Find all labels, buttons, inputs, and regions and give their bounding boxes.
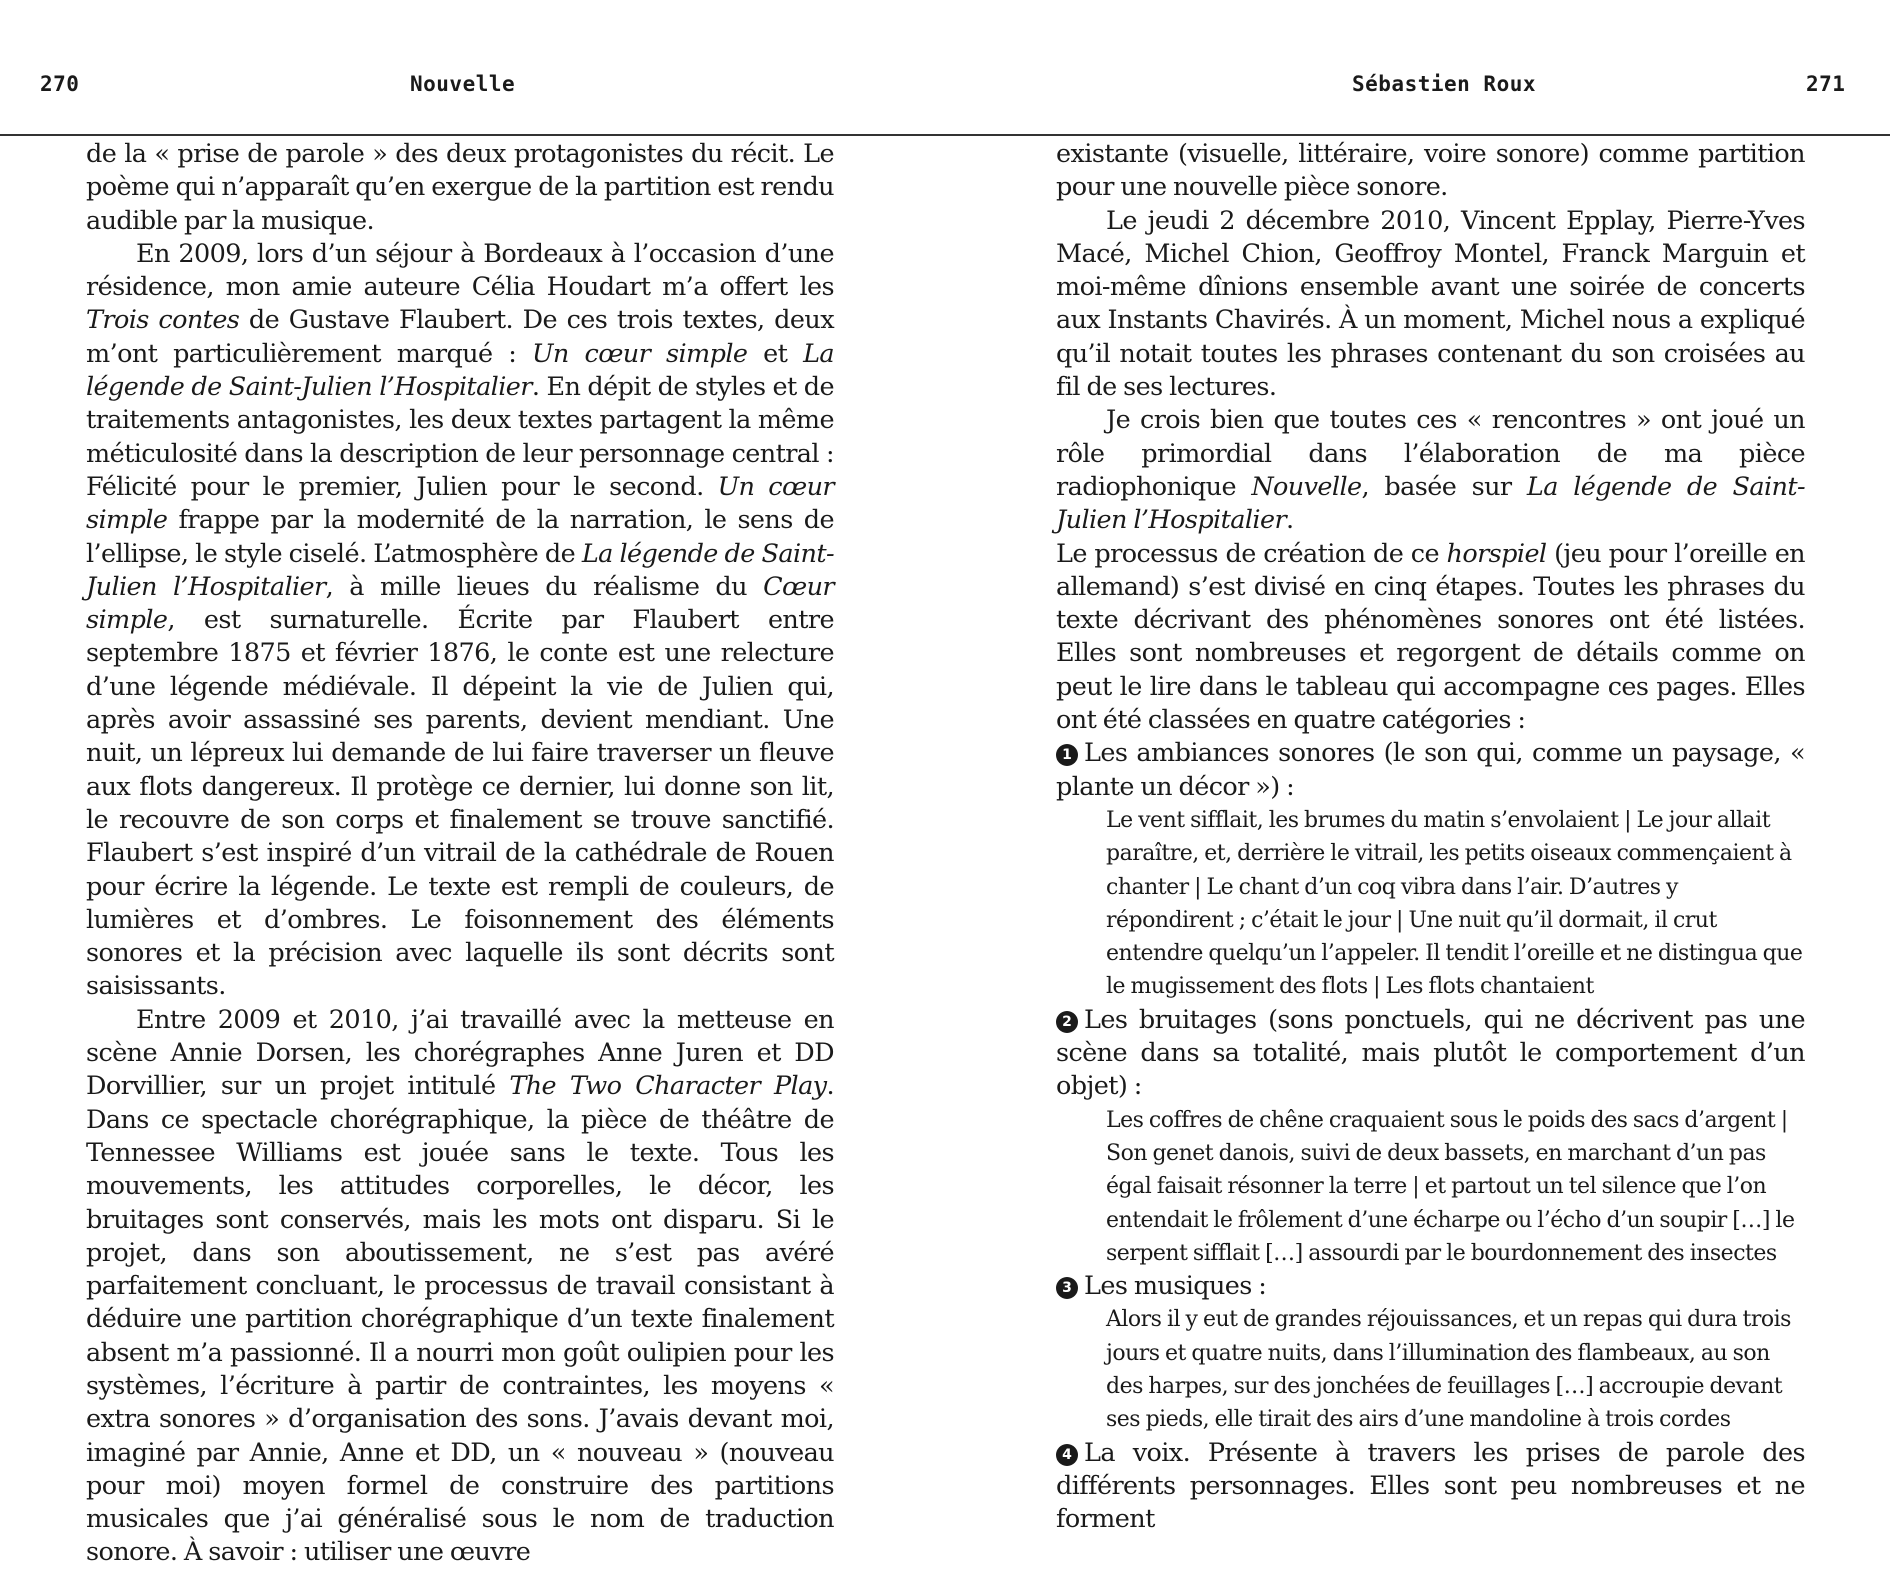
text-run: . Dans ce spectacle chorégraphique, la pièce de théâtre de Tennessee Williams est jouée sans le texte. Tous les mouvements, les attitudes corporelles, le décor, les bruitages sont conservés, mais les mots ont disparu. Si le projet, dans son aboutissement, ne s’est pas avéré parfaitement concluant, le processus de travail consistant à déduire une partition chorégraphique d’un texte finalement absent m’a passionné. Il a nourri mon goût oulipien pour les systèmes, l’écriture à partir de contraintes, les moyens « extra sonores » d’organisation des sons. J’avais devant moi, imaginé par Annie, Anne et DD, un « nouveau » (nouveau pour moi) moyen formel de construire des partitions musicales que j’ai généralisé sous le nom de traduction sonore. À savoir : utiliser une œuvre xyxy=(86,1071,835,1568)
right-page-number: 271 xyxy=(1806,72,1846,96)
paragraph xyxy=(86,138,834,238)
italic-title: Trois contes xyxy=(86,305,240,336)
paragraph xyxy=(1056,538,1805,738)
italic-title: Cœur simple xyxy=(86,571,834,636)
right-running-title: Sébastien Roux xyxy=(1352,72,1537,96)
right-page-body xyxy=(1056,138,1805,1536)
category-label: Les bruitages (sons ponctuels, qui ne décrivent pas une scène dans sa totalité, mais plutôt le comportement d’un objet) : xyxy=(1056,1004,1805,1102)
text-run: et xyxy=(747,338,804,369)
category-quote: Le vent sifflait, les brumes du matin s’envolaient | Le jour allait paraître, et, derrière le vitrail, les petits oiseaux commençaient à chanter | Le chant d’un coq vibra dans l’air. D’autres y répondirent ; c’était le jour | Une nuit qu’il dormait, il crut entendre quelqu’un l’appeler. Il tendit l’oreille et ne distingua que le mugissement des flots | Les flots chantaient xyxy=(1106,807,1803,1000)
text-run: . xyxy=(1286,505,1294,536)
italic-title: horspiel xyxy=(1446,538,1547,569)
text-run: Je crois bien que toutes ces « rencontres » ont joué un rôle primordial dans l’élaboration de ma pièce radiophonique xyxy=(1056,405,1805,502)
text-run: frappe par la modernité de la narration, le sens de l’ellipse, le style ciselé. L’atmosphère de xyxy=(86,505,834,569)
paragraph xyxy=(1056,404,1805,537)
category-label: Les ambiances sonores (le son qui, comme un paysage, « plante un décor ») : xyxy=(1056,738,1805,802)
text-run: En 2009, lors d’un séjour à Bordeaux à l’occasion d’une résidence, mon amie auteure Célia Houdart m’a offert les xyxy=(86,238,834,303)
circled-digit-four-icon: 4 xyxy=(1056,1444,1078,1466)
text-run: . En dépit de styles et de traitements antagonistes, les deux textes partagent la même méticulosité dans la description de leur personnage central : Félicité pour le premier, Julien pour le second. xyxy=(86,372,834,502)
paragraph xyxy=(1056,205,1805,405)
italic-title: Un cœur simple xyxy=(86,471,834,536)
header-rule xyxy=(0,134,1890,136)
text-run: , est surnaturelle. Écrite par Flaubert entre septembre 1875 et février 1876, le conte est une relecture d’une légende médiévale. Il dépeint la vie de Julien qui, après avoir assassiné ses parents, devient mendiant. Une nuit, un lépreux lui demande de lui faire traverser un fleuve aux flots dangereux. Il protège ce dernier, lui donne son lit, le recouvre de son corps et finalement se trouve sanctifié. Flaubert s’est inspiré d’un vitrail de la cathédrale de Rouen pour écrire la légende. Le texte est rempli de couleurs, de lumières et d’ombres. Le foisonnement des éléments sonores et la précision avec laquelle ils sont décrits sont saisissants. xyxy=(86,605,834,1002)
paragraph xyxy=(1056,138,1805,205)
category-quote: Les coffres de chêne craquaient sous le poids des sacs d’argent | Son genet danois, suivi de deux bassets, en marchant d’un pas égal faisait résonner la terre | et partout un tel silence que l’on entendait le frôlement d’une écharpe ou l’écho d’un soupir […] le serpent sifflait […] assourdi par le bourdonnement des insectes xyxy=(1106,1107,1795,1266)
category-item xyxy=(1056,1270,1805,1303)
italic-title: Nouvelle xyxy=(1251,471,1362,502)
text-run: , à mille lieues du réalisme du xyxy=(325,571,764,602)
italic-title: Un cœur simple xyxy=(532,338,748,369)
italic-title: La légende de Saint-Julien l’Hospitalier xyxy=(86,338,835,403)
text-run: de la « prise de parole » des deux protagonistes du récit. Le poème qui n’apparaît qu’en exergue de la partition est rendu audible par la musique. xyxy=(86,139,834,236)
category-item xyxy=(1056,1004,1805,1104)
italic-title: La légende de Saint-Julien l’Hospitalier xyxy=(86,538,835,602)
paragraph xyxy=(86,1004,834,1570)
left-page-body xyxy=(86,138,834,1570)
text-run: , basée sur xyxy=(1361,471,1527,502)
paragraph xyxy=(86,238,834,1004)
circled-digit-one-icon: 1 xyxy=(1056,744,1078,766)
text-run: de Gustave Flaubert. De ces trois textes, deux m’ont particulièrement marqué : xyxy=(86,305,834,369)
category-item xyxy=(1056,1437,1805,1537)
left-running-title: Nouvelle xyxy=(410,72,516,96)
italic-title: The Two Character Play xyxy=(509,1071,827,1102)
text-run: Le jeudi 2 décembre 2010, Vincent Epplay, Pierre-Yves Macé, Michel Chion, Geoffroy Montel, Franck Marguin et moi-même dînions ensemble avant une soirée de concerts aux Instants Chavirés. À un moment, Michel nous a expliqué qu’il notait toutes les phrases contenant du son croisées au fil de ses lectures. xyxy=(1056,205,1805,403)
category-label: Les musiques : xyxy=(1084,1271,1267,1302)
category-label: La voix. Présente à travers les prises de parole des différents personnages. Elles sont peu nombreuses et ne forment xyxy=(1056,1437,1805,1535)
circled-digit-two-icon: 2 xyxy=(1056,1011,1078,1033)
italic-title: La légende de Saint-Julien l’Hospitalier xyxy=(1056,471,1805,536)
left-page-number: 270 xyxy=(40,72,80,96)
text-run: Entre 2009 et 2010, j’ai travaillé avec la metteuse en scène Annie Dorsen, les chorégraphes Anne Juren et DD Dorvillier, sur un projet intitulé xyxy=(86,1004,834,1102)
text-run: Le processus de création de ce xyxy=(1056,538,1447,569)
text-run: existante (visuelle, littéraire, voire sonore) comme partition pour une nouvelle pièce sonore. xyxy=(1056,139,1805,203)
category-item xyxy=(1056,737,1805,804)
circled-digit-three-icon: 3 xyxy=(1056,1277,1078,1299)
category-quote: Alors il y eut de grandes réjouissances, et un repas qui dura trois jours et quatre nuits, dans l’illumination des flambeaux, au son des harpes, sur des jonchées de feuillages […] accroupie devant ses pieds, elle tirait des airs d’une mandoline à trois cordes xyxy=(1106,1307,1791,1433)
text-run: (jeu pour l’oreille en allemand) s’est divisé en cinq étapes. Toutes les phrases du texte décrivant des phénomènes sonores ont été listées. Elles sont nombreuses et regorgent de détails comme on peut le lire dans le tableau qui accompagne ces pages. Elles ont été classées en quatre catégories : xyxy=(1056,538,1806,736)
